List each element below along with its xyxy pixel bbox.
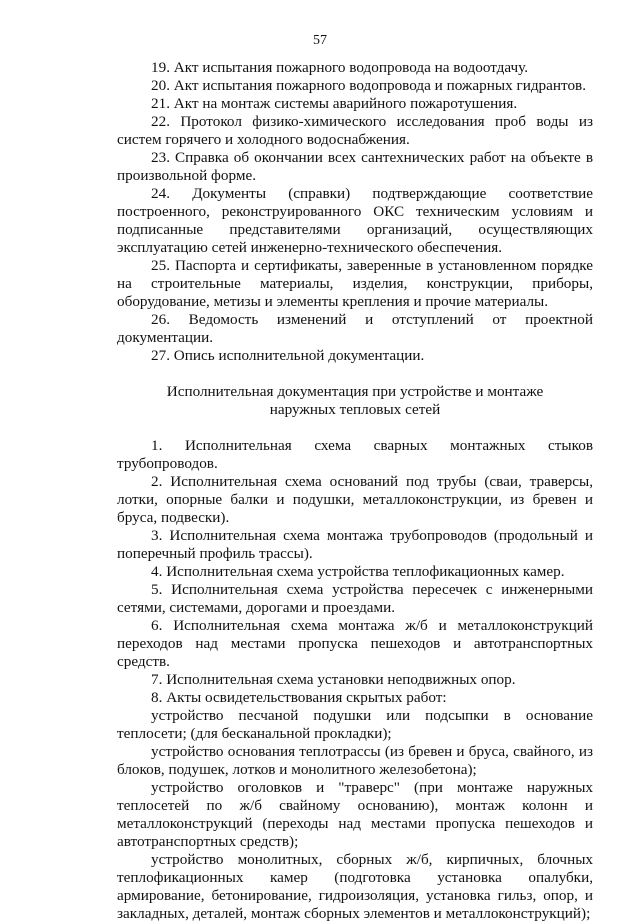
spacer [117, 365, 593, 382]
list-item: устройство монолитных, сборных ж/б, кирпичных, блочных теплофикационных камер (подготовка установка опалубки, армирование, бетонирование, гидроизоляция, установка гильз, опор, и закладных, деталей, монтаж сборных элементов и металлоконструкций); [117, 851, 593, 922]
section-heading-line-1: Исполнительная документация при устройстве и монтаже [166, 383, 544, 400]
list-item: 20. Акт испытания пожарного водопровода и пожарных гидрантов. [151, 77, 587, 94]
list-item: 23. Справка об окончании всех сантехнических работ на объекте в произвольной форме. [117, 149, 593, 184]
list-item: 22. Протокол физико-химического исследования проб воды из систем горячего и холодного водоснабжения. [117, 113, 593, 148]
list-item: 2. Исполнительная схема оснований под трубы (сваи, траверсы, лотки, опорные балки и подушки, металлоконструкции, из бревен и бруса, подвески). [117, 473, 593, 526]
list-item: 27. Опись исполнительной документации. [151, 347, 425, 364]
list-item: 6. Исполнительная схема монтажа ж/б и металлоконструкций переходов над местами пропуска пешеходов и автотранспортных средств. [117, 617, 593, 670]
spacer [117, 419, 593, 437]
list-item: 5. Исполнительная схема устройства пересечек с инженерными сетями, системами, дорогами и проездами. [117, 581, 593, 616]
list-item: 21. Акт на монтаж системы аварийного пожаротушения. [151, 95, 518, 112]
list-item: устройство песчаной подушки или подсыпки в основание теплосети; (для бесканальной прокладки); [117, 707, 593, 742]
list-item: устройство основания теплотрассы (из бревен и бруса, свайного, из блоков, подушек, лотков и монолитного железобетона); [117, 743, 593, 778]
list-item: 24. Документы (справки) подтверждающие соответствие построенного, реконструированного ОКС техническим условиям и подписанные представителями организаций, осуществляющих эксплуатацию сетей инженерно-технического обеспечения. [117, 185, 593, 256]
list-item: 25. Паспорта и сертификаты, заверенные в установленном порядке на строительные материалы, изделия, конструкции, приборы, оборудование, метизы и элементы крепления и прочие материалы. [117, 257, 593, 310]
page-number: 57 [313, 33, 327, 48]
document-body [117, 59, 593, 923]
list-item: 3. Исполнительная схема монтажа трубопроводов (продольный и поперечный профиль трассы). [117, 527, 593, 562]
list-item: 19. Акт испытания пожарного водопровода на водоотдачу. [151, 59, 529, 76]
list-item: 1. Исполнительная схема сварных монтажных стыков трубопроводов. [117, 437, 593, 472]
list-item: 4. Исполнительная схема устройства теплофикационных камер. [151, 563, 565, 580]
list-item: 7. Исполнительная схема установки неподвижных опор. [151, 671, 516, 688]
list-item: 26. Ведомость изменений и отступлений от проектной документации. [117, 311, 593, 346]
list-item: 8. Акты освидетельствования скрытых работ: [151, 689, 447, 706]
list-item: устройство оголовков и "траверс" (при монтаже наружных теплосетей по ж/б свайному основанию), монтаж колонн и металлоконструкций (переходы над местами пропуска пешеходов и автотранспортных средств); [117, 779, 593, 850]
section-heading-line-2: наружных тепловых сетей [269, 401, 441, 418]
